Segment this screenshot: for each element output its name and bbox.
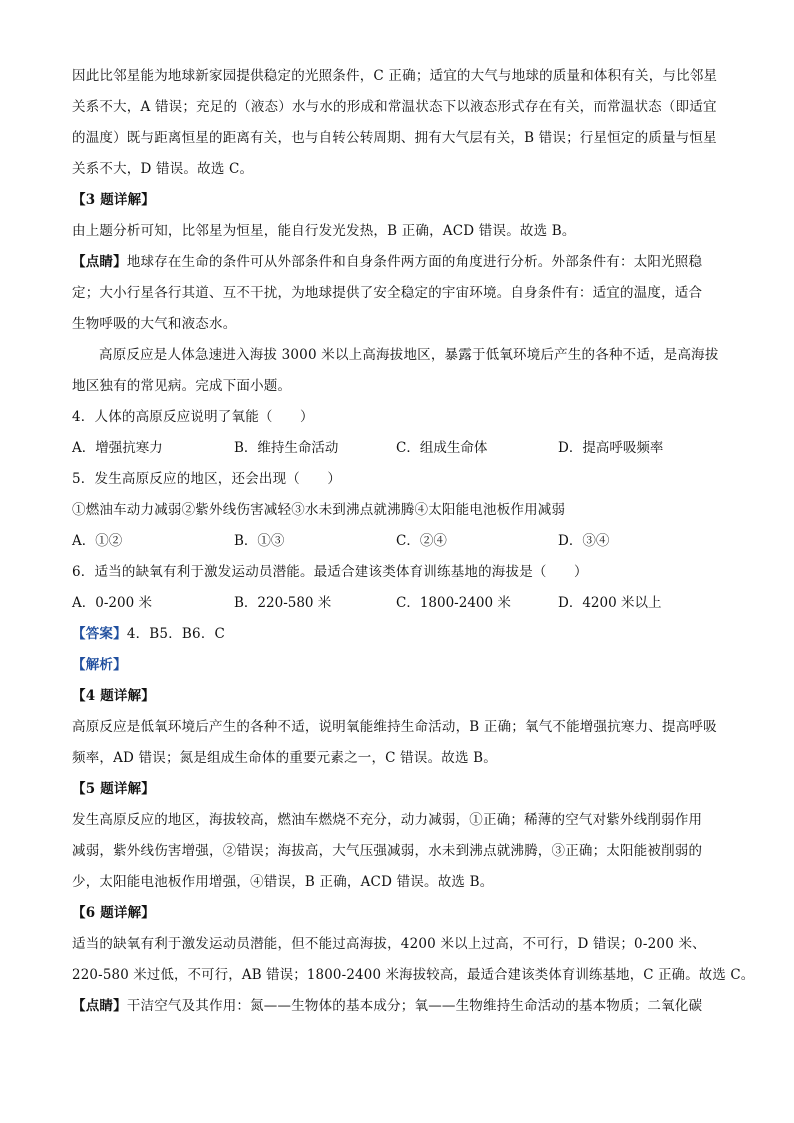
dianjing-line bbox=[72, 996, 702, 1016]
q5-option-a: A．①② bbox=[72, 533, 123, 549]
q5-option-d: D．③④ bbox=[558, 533, 610, 549]
q4-detail-line: 频率，AD 错误；氮是组成生命体的重要元素之一，C 错误。故选 B。 bbox=[72, 750, 497, 766]
dianjing-tag: 【点睛】 bbox=[72, 998, 127, 1014]
q6-detail-header: 【6 题详解】 bbox=[72, 905, 155, 921]
question-4-stem: 4．人体的高原反应说明了氧能（ ） bbox=[72, 409, 314, 425]
q6-detail-line: 适当的缺氧有利于激发运动员潜能，但不能过高海拔，4200 米以上过高，不可行，D 错误；0-200 米、 bbox=[72, 936, 706, 952]
question-5-items: ①燃油车动力减弱②紫外线伤害减轻③水未到沸点就沸腾④太阳能电池板作用减弱 bbox=[72, 502, 566, 518]
dianjing-line bbox=[72, 252, 702, 272]
answer-tag: 【答案】 bbox=[72, 626, 127, 642]
q5-detail-line: 发生高原反应的地区，海拔较高，燃油车燃烧不充分，动力减弱，①正确；稀薄的空气对紫外线削弱作用 bbox=[72, 812, 703, 828]
analysis-tag: 【解析】 bbox=[72, 657, 127, 673]
q6-option-a: A．0-200 米 bbox=[72, 595, 152, 611]
q4-detail-header: 【4 题详解】 bbox=[72, 688, 155, 704]
q4-option-b: B．维持生命活动 bbox=[234, 440, 339, 456]
q4-option-d: D．提高呼吸频率 bbox=[558, 440, 664, 456]
q6-option-c: C．1800-2400 米 bbox=[396, 595, 511, 611]
q4-option-a: A．增强抗寒力 bbox=[72, 440, 163, 456]
q6-option-b: B．220-580 米 bbox=[234, 595, 332, 611]
dianjing-text: 干洁空气及其作用：氮——生物体的基本成分；氧——生物维持生命活动的基本物质；二氧化碳 bbox=[126, 998, 703, 1014]
q5-detail-line: 少，太阳能电池板作用增强，④错误，B 正确，ACD 错误。故选 B。 bbox=[72, 874, 494, 890]
intro-line: 地区独有的常见病。完成下面小题。 bbox=[72, 378, 292, 394]
question-6-stem: 6．适当的缺氧有利于激发运动员潜能。最适合建该类体育训练基地的海拔是（ ） bbox=[72, 564, 588, 580]
q4-detail-line: 高原反应是低氧环境后产生的各种不适，说明氧能维持生命活动，B 正确；氧气不能增强抗寒力、提高呼吸 bbox=[72, 719, 717, 735]
q5-option-c: C．②④ bbox=[396, 533, 447, 549]
answer-text: 4．B5．B6．C bbox=[126, 626, 226, 642]
paragraph-line: 关系不大，D 错误。故选 C。 bbox=[72, 161, 254, 177]
dianjing-tag: 【点睛】 bbox=[72, 254, 127, 270]
intro-line: 高原反应是人体急速进入海拔 3000 米以上高海拔地区，暴露于低氧环境后产生的各种不适，是高海拔 bbox=[99, 347, 719, 363]
question-5-stem: 5．发生高原反应的地区，还会出现（ ） bbox=[72, 471, 342, 487]
paragraph-line: 因此比邻星能为地球新家园提供稳定的光照条件，C 正确；适宜的大气与地球的质量和体积有关，与比邻星 bbox=[72, 68, 718, 84]
q6-option-d: D．4200 米以上 bbox=[558, 595, 662, 611]
q5-detail-header: 【5 题详解】 bbox=[72, 781, 155, 797]
dianjing-line: 生物呼吸的大气和液态水。 bbox=[72, 316, 237, 332]
answer-line bbox=[72, 624, 225, 644]
q6-detail-line: 220-580 米过低，不可行，AB 错误；1800-2400 米海拔较高，最适合建该类体育训练基地，C 正确。故选 C。 bbox=[72, 967, 755, 983]
paragraph-line: 的温度）既与距离恒星的距离有关，也与自转公转周期、拥有大气层有关，B 错误；行星恒定的质量与恒星 bbox=[72, 130, 717, 146]
paragraph-line: 关系不大，A 错误；充足的（液态）水与水的形成和常温状态下以液态形式存在有关，而常温状态（即适宜 bbox=[72, 99, 717, 115]
q5-detail-line: 减弱，紫外线伤害增强，②错误；海拔高，大气压强减弱，水未到沸点就沸腾，③正确；太阳能被削弱的 bbox=[72, 843, 703, 859]
dianjing-text: 地球存在生命的条件可从外部条件和自身条件两方面的角度进行分析。外部条件有：太阳光照稳 bbox=[126, 254, 703, 270]
q3-detail-header: 【3 题详解】 bbox=[72, 192, 155, 208]
dianjing-line: 定；大小行星各行其道、互不干扰，为地球提供了安全稳定的宇宙环境。自身条件有：适宜的温度，适合 bbox=[72, 285, 703, 301]
q3-detail-body: 由上题分析可知，比邻星为恒星，能自行发光发热，B 正确，ACD 错误。故选 B。 bbox=[72, 223, 576, 239]
q4-option-c: C．组成生命体 bbox=[396, 440, 488, 456]
q5-option-b: B．①③ bbox=[234, 533, 285, 549]
